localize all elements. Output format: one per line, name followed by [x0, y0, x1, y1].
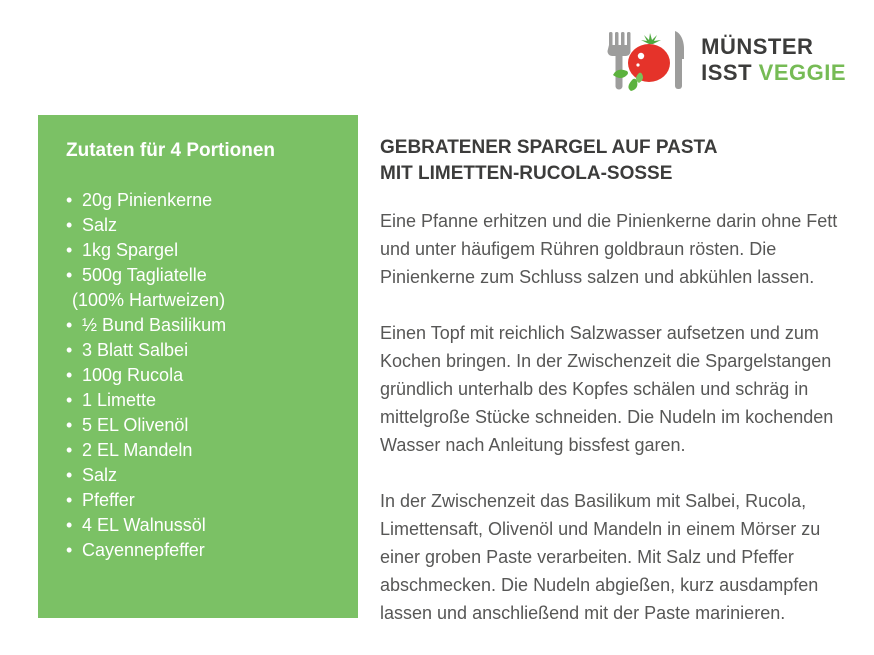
- ingredient-item: [66, 463, 338, 488]
- ingredient-line: [66, 488, 338, 513]
- calyx-icon: [641, 33, 661, 44]
- tomato-icon: [628, 33, 670, 82]
- bullet-icon: •: [66, 490, 73, 510]
- ingredient-text: 1 Limette: [82, 390, 157, 410]
- ingredient-line: [66, 238, 338, 263]
- ingredient-text: 3 Blatt Salbei: [82, 340, 189, 360]
- ingredient-item: [66, 213, 338, 238]
- bullet-icon: •: [66, 415, 73, 435]
- instruction-paragraph: Einen Topf mit reichlich Salzwasser aufsetzen und zum Kochen bringen. In der Zwischenzeit die Spargelstangen gründlich unterhalb des Kopfes schälen und schräg in mittelgroße Stücke schneiden. Die Nudeln im kochenden Wasser nach Anleitung bissfest garen.: [380, 323, 834, 455]
- bullet-icon: •: [66, 440, 73, 460]
- ingredient-text: Pfeffer: [82, 490, 135, 510]
- instruction-paragraph: Eine Pfanne erhitzen und die Pinienkerne darin ohne Fett und unter häufigem Rühren goldbraun rösten. Die Pinienkerne zum Schluss salzen und abkühlen lassen.: [380, 211, 838, 287]
- ingredient-line: [66, 213, 338, 238]
- ingredient-item: [66, 313, 338, 338]
- recipe-title: [380, 135, 848, 187]
- ingredient-item: [66, 438, 338, 463]
- ingredient-text: ½ Bund Basilikum: [82, 315, 227, 335]
- ingredient-line: [66, 338, 338, 363]
- ingredient-line: [66, 463, 338, 488]
- brand-isst: ISST: [701, 60, 759, 85]
- bullet-icon: •: [66, 540, 73, 560]
- brand-line1: MÜNSTER: [701, 34, 814, 59]
- ingredient-line: [66, 188, 338, 213]
- ingredient-item: [66, 488, 338, 513]
- ingredient-item: [66, 538, 338, 563]
- ingredient-line: [66, 313, 338, 338]
- bullet-icon: •: [66, 240, 73, 260]
- ingredients-panel: [38, 115, 358, 618]
- bullet-icon: •: [66, 390, 73, 410]
- ingredient-text: Cayennepfeffer: [82, 540, 205, 560]
- recipe-column: [380, 135, 848, 655]
- recipe-instructions: [380, 207, 848, 627]
- bullet-icon: •: [66, 515, 73, 535]
- bullet-icon: •: [66, 190, 73, 210]
- ingredient-line: [66, 438, 338, 463]
- ingredient-text: 2 EL Mandeln: [82, 440, 193, 460]
- ingredient-line: [66, 363, 338, 388]
- brand-name: [701, 34, 846, 86]
- recipe-title-line1: GEBRATENER SPARGEL AUF PASTA: [380, 137, 718, 158]
- ingredient-text: 500g Tagliatelle: [82, 265, 207, 285]
- brand-line2: [701, 60, 846, 86]
- brand-veggie: VEGGIE: [758, 60, 846, 85]
- bullet-icon: •: [66, 265, 73, 285]
- ingredient-line: [66, 263, 338, 288]
- ingredient-text: 100g Rucola: [82, 365, 184, 385]
- bullet-icon: •: [66, 465, 73, 485]
- ingredients-list: [66, 188, 338, 563]
- ingredient-item: [66, 238, 338, 263]
- ingredient-item: [66, 513, 338, 538]
- bullet-icon: •: [66, 340, 73, 360]
- ingredient-item: [66, 338, 338, 363]
- fork-tomato-knife-icon: [603, 27, 691, 93]
- ingredient-item: [66, 413, 338, 438]
- bullet-icon: •: [66, 315, 73, 335]
- ingredient-item: [66, 363, 338, 388]
- instruction-paragraph: In der Zwischenzeit das Basilikum mit Salbei, Rucola, Limettensaft, Olivenöl und Mandeln in einem Mörser zu einer groben Paste verarbeiten. Mit Salz und Pfeffer abschmecken. Die Nudeln abgießen, kurz ausdampfen lassen und anschließend mit der Paste marinieren.: [380, 491, 821, 623]
- ingredient-item: [66, 188, 338, 213]
- ingredient-text: 1kg Spargel: [82, 240, 179, 260]
- ingredient-text: 4 EL Walnussöl: [82, 515, 206, 535]
- ingredient-text: Salz: [82, 465, 118, 485]
- ingredient-text: 5 EL Olivenöl: [82, 415, 189, 435]
- knife-icon: [675, 31, 684, 89]
- ingredient-item: [66, 263, 338, 313]
- ingredient-line: [66, 538, 338, 563]
- ingredient-note: (100% Hartweizen): [72, 290, 226, 310]
- ingredient-line: [66, 388, 338, 413]
- ingredient-text: Salz: [82, 215, 118, 235]
- ingredient-line: [66, 413, 338, 438]
- ingredient-text: 20g Pinienkerne: [82, 190, 213, 210]
- brand-logo: [603, 27, 846, 93]
- recipe-title-line2: MIT LIMETTEN-RUCOLA-SOSSE: [380, 163, 673, 184]
- bullet-icon: •: [66, 365, 73, 385]
- ingredient-item: [66, 388, 338, 413]
- fork-icon: [608, 32, 631, 90]
- ingredients-heading: Zutaten für 4 Portionen: [66, 140, 275, 161]
- bullet-icon: •: [66, 215, 73, 235]
- ingredient-line: [66, 513, 338, 538]
